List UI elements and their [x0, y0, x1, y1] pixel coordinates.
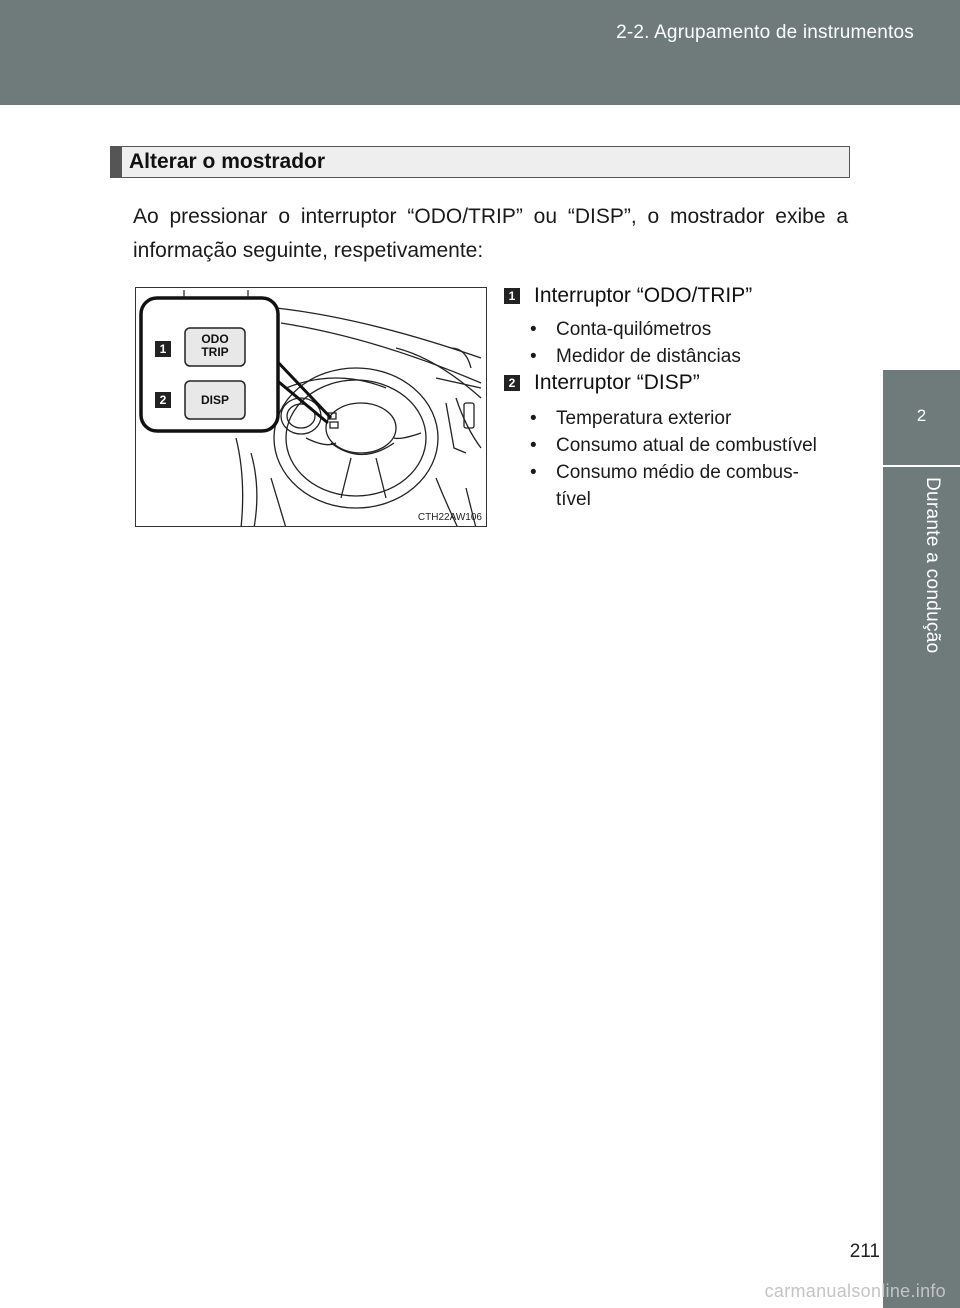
chapter-tab — [883, 370, 960, 465]
list-item: • Conta-quilómetros — [530, 316, 856, 343]
dashboard-drawing — [136, 288, 487, 527]
section-title: Alterar o mostrador — [129, 150, 326, 173]
section-heading — [110, 146, 850, 178]
callout-number-2: 2 — [159, 393, 167, 407]
item-disp-bullets — [530, 405, 856, 513]
page-number: 211 — [849, 1241, 880, 1262]
chapter-label: Durante a condução — [922, 477, 943, 654]
item-disp-title: Interruptor “DISP” — [534, 371, 700, 394]
disp-button-label: DISP — [200, 393, 229, 407]
item-disp — [504, 371, 700, 395]
item-odo-trip — [504, 284, 752, 308]
list-item: • Temperatura exterior — [530, 405, 856, 432]
item-number-badge: 2 — [504, 375, 520, 391]
item-odo-trip-heading — [504, 284, 752, 308]
item-odo-trip-title: Interruptor “ODO/TRIP” — [534, 284, 753, 307]
item-number-badge: 1 — [504, 288, 520, 304]
odo-label: ODO — [201, 332, 229, 346]
chapter-number: 2 — [916, 406, 927, 425]
item-odo-trip-bullets — [530, 316, 856, 370]
intro-paragraph: Ao pressionar o interruptor “ODO/TRIP” ou “DISP”, o mostrador exibe a informação seguinte, respetivamente: — [133, 205, 848, 262]
list-item: • Consumo médio de combus- tível — [530, 459, 856, 513]
chapter-strip — [883, 467, 960, 1308]
dashboard-illustration — [135, 287, 487, 527]
watermark: carmanualsonline.info — [764, 1281, 946, 1301]
list-item: • Consumo atual de combustível — [530, 432, 856, 459]
item-disp-heading — [504, 371, 700, 395]
page-header — [0, 0, 960, 105]
figure-code: CTH22AW106 — [417, 512, 482, 523]
trip-label: TRIP — [201, 345, 229, 359]
callout-number-1: 1 — [159, 342, 167, 356]
list-item: • Medidor de distâncias — [530, 343, 856, 370]
section-accent — [111, 147, 122, 177]
header-title: 2-2. Agrupamento de instrumentos — [616, 22, 914, 43]
odo-trip-button-label — [185, 333, 245, 359]
